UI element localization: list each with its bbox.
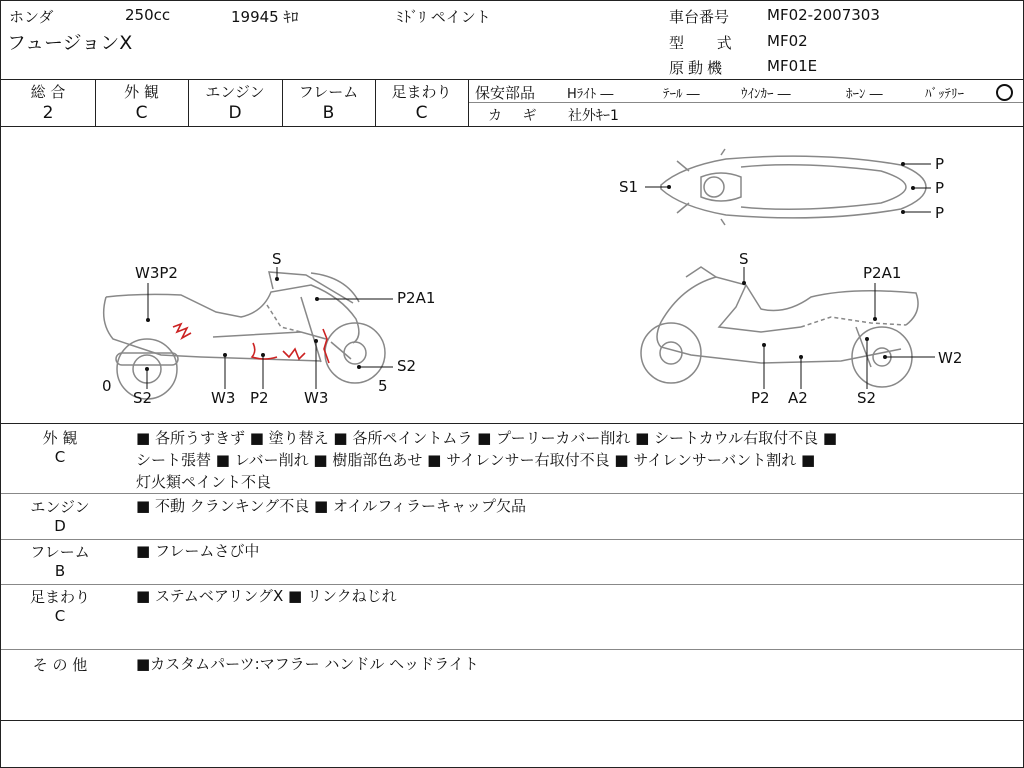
- engine-model: MF01E: [767, 57, 818, 75]
- lbl-p2-left: P2: [250, 389, 269, 407]
- lbl-w3p2: W3P2: [135, 264, 178, 282]
- mileage: 19945 ｷﾛ: [231, 8, 299, 26]
- key-value: 社外ｷｰ1: [568, 108, 619, 124]
- frame-section-label: フレーム: [30, 543, 90, 561]
- maker: ホンダ: [9, 8, 54, 26]
- lbl-five: 5: [378, 377, 388, 395]
- lbl-w3-a: W3: [211, 389, 236, 407]
- engine-grade-label: エンジン: [205, 83, 265, 101]
- lbl-w2: W2: [938, 349, 963, 367]
- engine-model-label: 原動機: [669, 59, 727, 77]
- type-label: 型 式: [669, 34, 746, 52]
- headlight-status: Hﾗｲﾄ ―: [567, 87, 614, 102]
- lbl-s-right: S: [739, 250, 749, 268]
- frame-note: ■ フレームさび中: [136, 542, 260, 560]
- lbl-a2-right: A2: [788, 389, 808, 407]
- winker-status: ｳｲﾝｶｰ ―: [741, 87, 791, 102]
- lbl-s2-left-right: S2: [397, 357, 417, 375]
- lbl-s-left: S: [272, 250, 282, 268]
- lbl-s2-right: S2: [857, 389, 877, 407]
- exterior-note-line-1: ■ 各所うすきず ■ 塗り替え ■ 各所ペイントムラ ■ プーリーカバー削れ ■ シートカウル右取付不良 ■: [136, 429, 838, 447]
- exterior-grade-label: 外 観: [124, 83, 159, 101]
- model-type: MF02: [767, 32, 808, 50]
- lbl-p2a1-left: P2A1: [397, 289, 436, 307]
- lbl-s2-left: S2: [133, 389, 153, 407]
- model-name: フュージョンX: [7, 32, 133, 54]
- exterior-section-grade: C: [54, 448, 66, 466]
- right-side-scooter: [641, 267, 918, 387]
- lbl-p-top-2: P: [935, 179, 945, 197]
- engine-grade: D: [228, 103, 242, 123]
- suspension-section-grade: C: [54, 607, 66, 625]
- suspension-note: ■ ステムベアリングX ■ リンクねじれ: [136, 587, 397, 605]
- left-side-scooter: [104, 272, 385, 399]
- lbl-w3-b: W3: [304, 389, 329, 407]
- frame-grade: B: [322, 103, 335, 123]
- overall-grade: 2: [42, 103, 54, 123]
- frame-grade-label: フレーム: [298, 83, 359, 101]
- engine-section-grade: D: [54, 517, 66, 535]
- frame-no: MF02-2007303: [767, 6, 880, 24]
- battery-status: ﾊﾞｯﾃﾘｰ: [925, 87, 964, 102]
- suspension-grade-label: 足まわり: [391, 83, 452, 101]
- engine-section-label: エンジン: [30, 498, 90, 516]
- exterior-note-line-3: 灯火類ペイント不良: [136, 473, 272, 491]
- color: ﾐﾄﾞﾘ ペイント: [396, 8, 491, 26]
- other-section-label: そ の 他: [32, 656, 88, 674]
- battery-ok-mark: [996, 84, 1013, 101]
- frame-section-grade: B: [54, 562, 66, 580]
- displacement: 250cc: [125, 6, 171, 24]
- lbl-p2a1-right: P2A1: [863, 264, 902, 282]
- lbl-p-top-1: P: [935, 155, 945, 173]
- key-label: カ ギ: [488, 108, 545, 124]
- overall-grade-label: 総 合: [30, 83, 66, 101]
- exterior-grade: C: [135, 103, 148, 123]
- other-note: ■カスタムパーツ:マフラー ハンドル ヘッドライト: [136, 655, 479, 673]
- suspension-grade: C: [415, 103, 428, 123]
- damage-diagram: [1, 127, 1023, 423]
- lbl-p-top-3: P: [935, 204, 945, 222]
- frame-no-label: 車台番号: [669, 8, 730, 26]
- suspension-section-label: 足まわり: [29, 588, 90, 606]
- horn-status: ﾎｰﾝ ―: [846, 87, 883, 102]
- lbl-zero: 0: [102, 377, 112, 395]
- safety-parts-label: 保安部品: [475, 84, 536, 102]
- exterior-note-line-2: シート張替 ■ レバー削れ ■ 樹脂部色あせ ■ サイレンサー右取付不良 ■ サイレンサーバント割れ ■: [136, 451, 816, 469]
- lbl-s1: S1: [619, 178, 639, 196]
- engine-note: ■ 不動 クランキング不良 ■ オイルフィラーキャップ欠品: [136, 497, 527, 515]
- lbl-p2-right: P2: [751, 389, 770, 407]
- top-view-scooter: [661, 149, 926, 225]
- tail-status: ﾃｰﾙ ―: [663, 87, 700, 102]
- exterior-section-label: 外 観: [42, 429, 78, 447]
